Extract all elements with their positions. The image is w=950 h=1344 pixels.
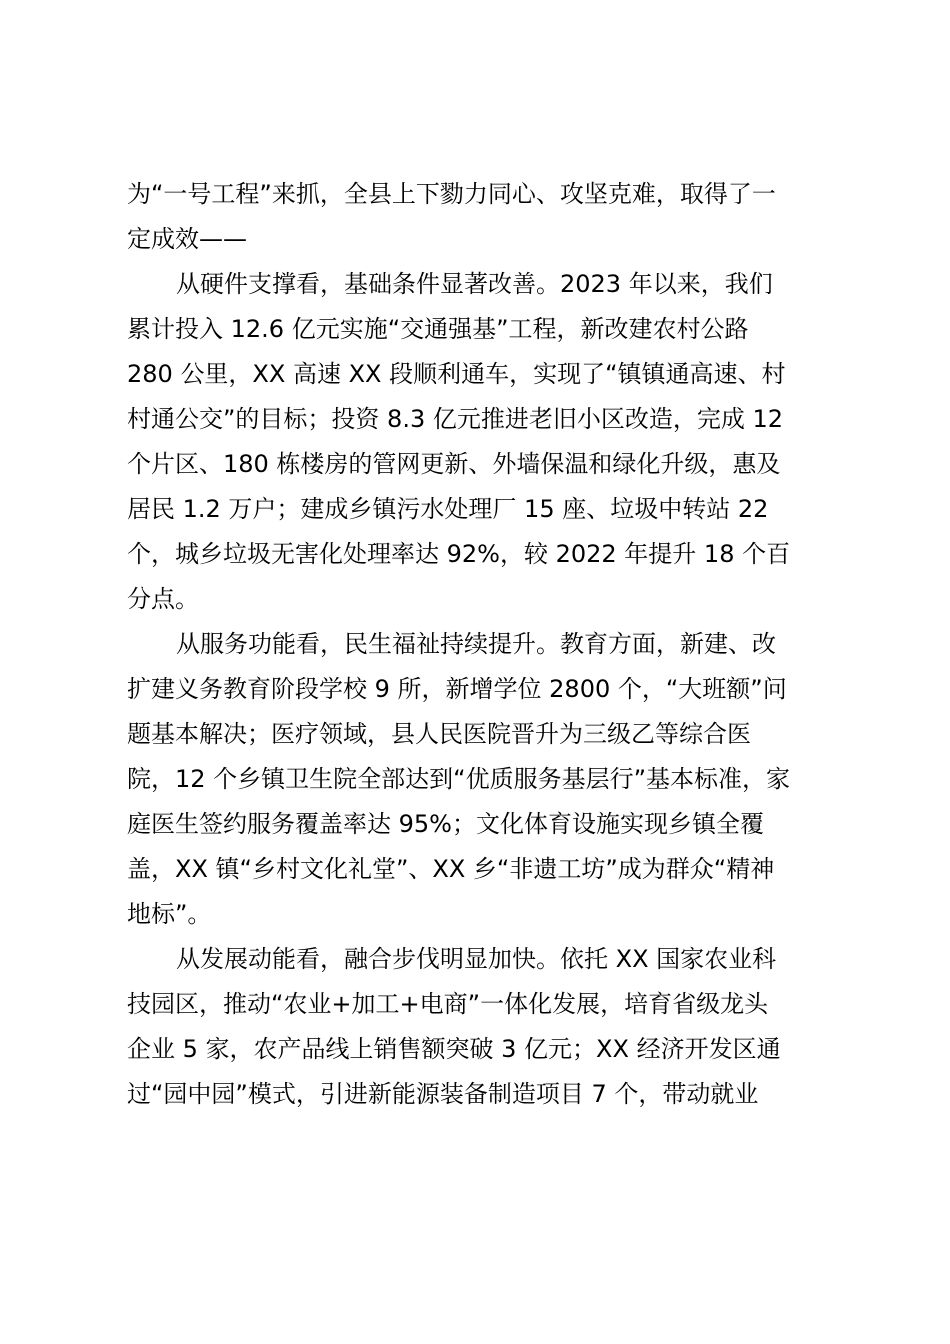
text-line: 院，12 个乡镇卫生院全部达到“优质服务基层行”基本标准，家 xyxy=(127,765,791,793)
paragraph-continuation xyxy=(127,172,832,262)
text-line: 280 公里，XX 高速 XX 段顺利通车，实现了“镇镇通高速、村 xyxy=(127,360,786,388)
text-line: 庭医生签约服务覆盖率达 95%；文化体育设施实现乡镇全覆 xyxy=(127,810,764,838)
text-line: 个，城乡垃圾无害化处理率达 92%，较 2022 年提升 18 个百 xyxy=(127,540,791,568)
text-line: 从硬件支撑看，基础条件显著改善。2023 年以来，我们 xyxy=(176,270,773,298)
paragraph-service-function xyxy=(127,622,832,937)
text-line: 企业 5 家，农产品线上销售额突破 3 亿元；XX 经济开发区通 xyxy=(127,1035,781,1063)
text-line: 为“一号工程”来抓，全县上下勠力同心、攻坚克难，取得了一 xyxy=(127,180,776,208)
text-line: 扩建义务教育阶段学校 9 所，新增学位 2800 个，“大班额”问 xyxy=(127,675,787,703)
text-line: 过“园中园”模式，引进新能源装备制造项目 7 个，带动就业 xyxy=(127,1080,759,1108)
text-line: 从服务功能看，民生福祉持续提升。教育方面，新建、改 xyxy=(176,630,776,658)
text-line: 地标”。 xyxy=(127,900,212,928)
text-line: 个片区、180 栋楼房的管网更新、外墙保温和绿化升级，惠及 xyxy=(127,450,781,478)
text-line: 定成效—— xyxy=(127,225,247,253)
text-line: 从发展动能看，融合步伐明显加快。依托 XX 国家农业科 xyxy=(176,945,777,973)
paragraph-development-momentum xyxy=(127,937,832,1117)
text-line: 村通公交”的目标；投资 8.3 亿元推进老旧小区改造，完成 12 xyxy=(127,405,784,433)
paragraph-hardware-support xyxy=(127,262,832,622)
text-line: 累计投入 12.6 亿元实施“交通强基”工程，新改建农村公路 xyxy=(127,315,749,343)
text-line: 分点。 xyxy=(127,585,199,613)
text-line: 题基本解决；医疗领域，县人民医院晋升为三级乙等综合医 xyxy=(127,720,751,748)
text-line: 技园区，推动“农业+加工+电商”一体化发展，培育省级龙头 xyxy=(127,990,769,1018)
text-line: 盖，XX 镇“乡村文化礼堂”、XX 乡“非遗工坊”成为群众“精神 xyxy=(127,855,775,883)
text-line: 居民 1.2 万户；建成乡镇污水处理厂 15 座、垃圾中转站 22 xyxy=(127,495,769,523)
document-body xyxy=(127,172,832,1117)
